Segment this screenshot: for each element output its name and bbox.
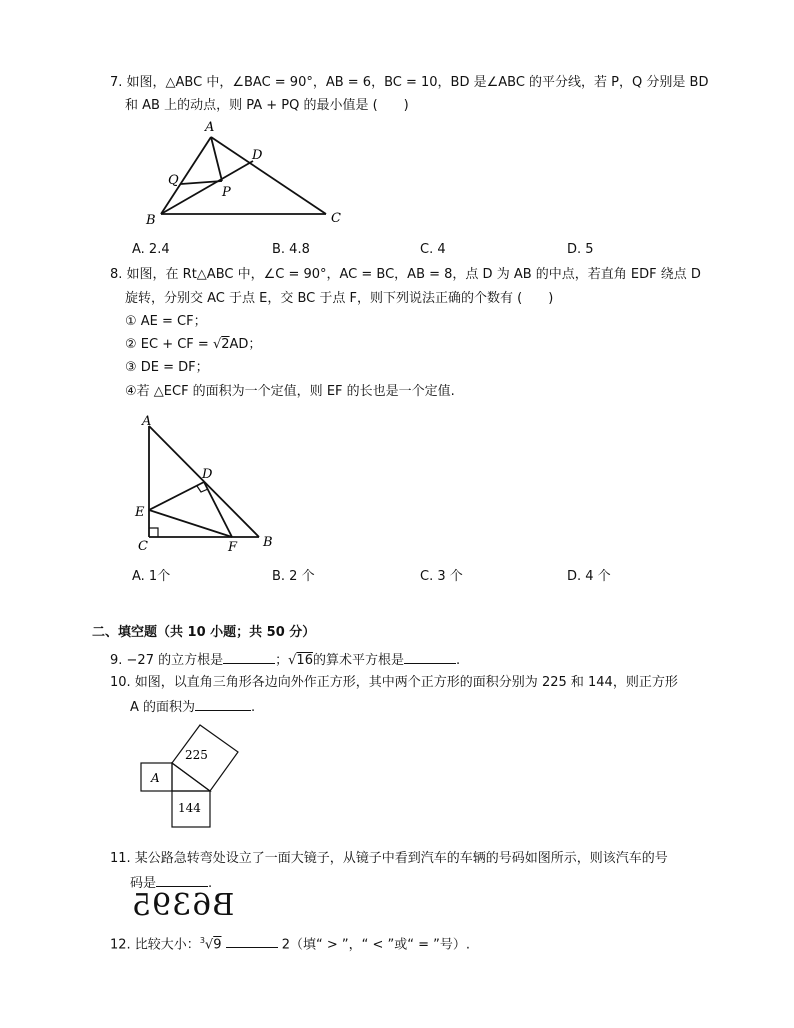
cube-root-icon: √: [204, 937, 214, 953]
q10-blank[interactable]: [195, 697, 251, 711]
q10-label-144: 144: [178, 801, 201, 815]
q8-statement-3: ③ DE = DF；: [125, 360, 209, 375]
q11-blank[interactable]: [156, 873, 208, 887]
q7-option-a[interactable]: A. 2.4: [132, 242, 170, 257]
q7-label-p: P: [222, 185, 231, 200]
q9-text-pre: 9. −27 的立方根是: [110, 653, 224, 668]
section-2-title: 二、填空题（共 10 小题；共 50 分）: [92, 625, 316, 640]
q7-label-a: A: [205, 120, 215, 135]
q7-label-c: C: [331, 211, 341, 226]
q8-label-f: F: [228, 540, 238, 555]
q12-radicand: 9: [213, 937, 222, 953]
q9-text-end: .: [455, 653, 461, 668]
q11-text-pre: 码是: [130, 876, 157, 891]
q10-text-pre: A 的面积为: [130, 700, 196, 715]
q11-text-end: .: [208, 876, 213, 891]
q8-figure: [132, 410, 282, 556]
q10-figure: [138, 718, 248, 832]
q8-label-b: B: [263, 535, 273, 550]
q7-figure: [140, 118, 350, 228]
q8-label-d: D: [202, 467, 213, 482]
q8-option-b[interactable]: B. 2 个: [272, 569, 315, 584]
q9-blank-1[interactable]: [223, 650, 275, 664]
q12-text-post: 2（填“ > ”，“ < ”或“ = ”号）.: [281, 937, 471, 953]
q7-label-b: B: [146, 213, 156, 228]
q10-text-end: .: [251, 700, 256, 715]
q8-segment-ed: [149, 482, 204, 510]
q8-option-d[interactable]: D. 4 个: [567, 569, 611, 584]
q8-statement-2-radicand: 2: [221, 337, 230, 352]
q7-option-c[interactable]: C. 4: [420, 242, 446, 257]
sqrt-icon: √: [212, 337, 222, 352]
q10-label-a: A: [151, 771, 160, 785]
q8-statement-2-post: AD；: [229, 337, 262, 352]
q8-option-c[interactable]: C. 3 个: [420, 569, 463, 584]
q9-blank-2[interactable]: [404, 650, 456, 664]
q7-line1: 7. 如图，△ABC 中，∠BAC = 90°，AB = 6，BC = 10，BD 是∠ABC 的平分线，若 P，Q 分别是 BD: [110, 75, 709, 90]
q8-label-e: E: [135, 505, 145, 520]
q10-right-triangle: [172, 763, 210, 791]
q12-blank[interactable]: [226, 934, 278, 948]
q9-line: [110, 650, 460, 670]
q9-radicand: 16: [296, 653, 313, 668]
q12-root-index: 3: [199, 936, 205, 945]
q7-option-b[interactable]: B. 4.8: [272, 242, 310, 257]
q8-statement-4: ④若 △ECF 的面积为一个定值，则 EF 的长也是一个定值.: [125, 384, 455, 399]
q7-label-q: Q: [168, 173, 179, 188]
q8-statement-2-pre: ② EC + CF =: [125, 337, 213, 352]
q11-line1: 11. 某公路急转弯处设立了一面大镜子，从镜子中看到汽车的车辆的号码如图所示，则该汽车的号: [110, 851, 668, 866]
q8-line1: 8. 如图，在 Rt△ABC 中，∠C = 90°，AC = BC，AB = 8，点 D 为 AB 的中点，若直角 EDF 绕点 D: [110, 267, 701, 282]
q8-option-a[interactable]: A. 1个: [132, 569, 171, 584]
q7-option-d[interactable]: D. 5: [567, 242, 594, 257]
q12-line: [110, 932, 470, 954]
q8-right-angle-c: [149, 528, 158, 537]
q9-text-mid: ；: [275, 653, 289, 668]
q8-label-c: C: [138, 539, 148, 554]
q10-label-225: 225: [185, 748, 208, 762]
q7-label-d: D: [252, 148, 263, 163]
q8-label-a: A: [142, 414, 152, 429]
q12-text-pre: 12. 比较大小：: [110, 937, 200, 953]
q10-line1: 10. 如图，以直角三角形各边向外作正方形，其中两个正方形的面积分别为 225 和 144，则正方形: [110, 675, 678, 690]
q8-statement-1: ① AE = CF；: [125, 314, 207, 329]
q8-line2: 旋转，分别交 AC 于点 E，交 BC 于点 F，则下列说法正确的个数有 ( ): [125, 291, 554, 306]
q9-text-post: 的算术平方根是: [312, 653, 404, 668]
sqrt-icon: √: [288, 653, 297, 668]
q7-line2: 和 AB 上的动点，则 PA + PQ 的最小值是 ( ): [125, 98, 409, 113]
q8-statement-2: [125, 336, 261, 354]
q11-mirrored-plate: B6395: [131, 888, 235, 923]
q10-line2: [130, 697, 255, 717]
